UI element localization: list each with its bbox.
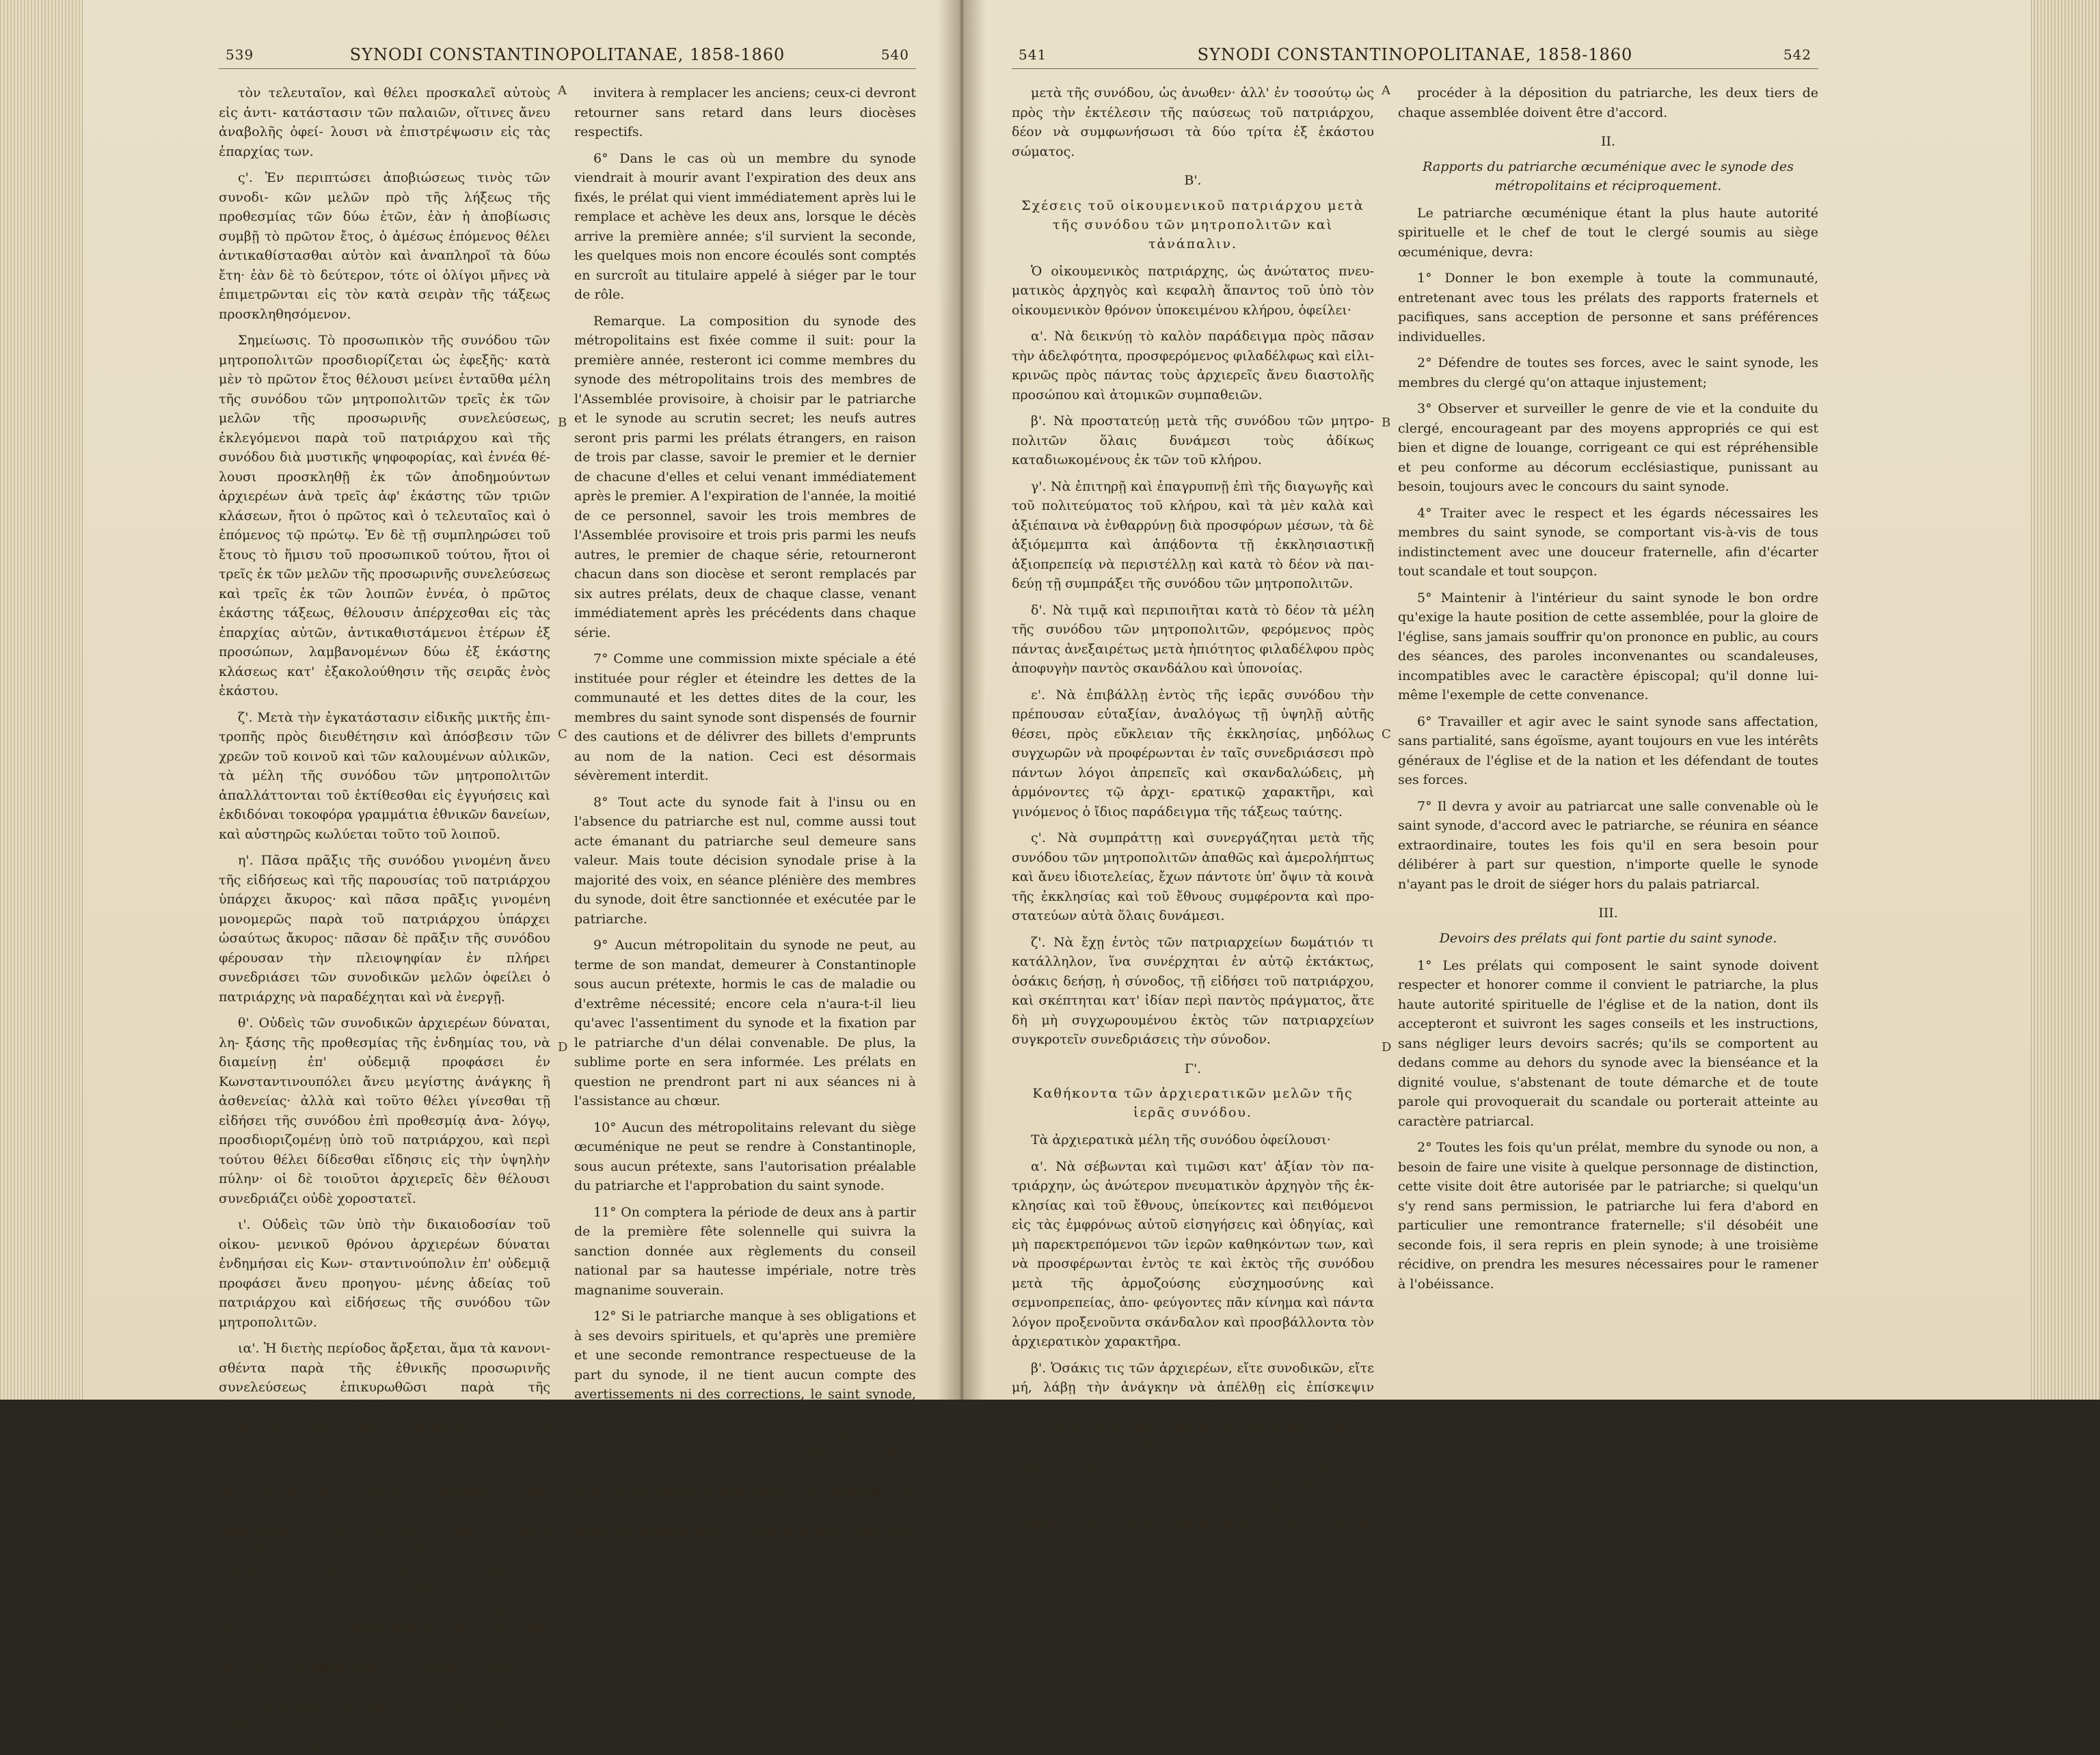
paragraph: 2° Défendre de toutes ses forces, avec le saint synode, les membres du clergé qu'on attaque injustement; <box>1398 355 1818 390</box>
paragraph: 6° Dans le cas où un membre du synode viendrait à mourir avant l'expiration des deux ans fixés, le prélat qui vient immédiatement après lui le remplace et achève les deux ans, lorsque le décès arrive la première année; s'il survient la seconde, les quelques mois non encore écoulés sont comptés en surcroît au titulaire appelé à siéger par le tour de rôle. <box>574 150 916 302</box>
paragraph: 5° Maintenir à l'intérieur du saint synode le bon ordre qu'exige la haute position de cette assemblée, pour la gloire de l'église, sans jamais souffrir qu'on prononce en public, au cours des séances, des paroles inconvenantes ou scandaleuses, incompatibles avec le caractère épiscopal; qu'il donne lui-même l'exemple de cette convenance. <box>1398 590 1818 703</box>
margin-letter: B <box>558 416 567 430</box>
running-header-left <box>219 41 916 69</box>
running-header-right <box>1012 41 1818 69</box>
paragraph: 10° Aucun des métropolitains relevant du siège œcuménique ne peut se rendre à Constantinople, sous aucun prétexte, sans l'autorisation préalable du patriarche et l'approbation du saint synode. <box>574 1119 916 1193</box>
margin-letter: D <box>1382 1040 1392 1055</box>
paragraph: invitera à remplacer les anciens; ceux-ci devront retourner sans retard dans leurs diocèses respectifs. <box>574 85 916 139</box>
page-number: 541 <box>1019 46 1047 63</box>
paragraph: ζ'. Νὰ ἔχῃ ἐντὸς τῶν πατριαρχείων δωμάτιόν τι κατάλληλον, ἵνα συνέρχηται ἐν αὐτῷ ἐκτάκτως, ὁσάκις δεήσῃ, ἡ σύνοδος, τῇ εἰδήσει τοῦ πατριάρχου, καὶ σκέπτηται κατ' ἰδίαν περὶ παντὸς πράγματος, ἅτε δὴ μὴ συγχωρουμένου ἐκτὸς τῶν πατριαρχείων συγκροτεῖν συνεδριάσεις τὴν σύνοδον. <box>1012 934 1374 1047</box>
paragraph: 4° Traiter avec le respect et les égards nécessaires les membres du saint synode, se comportant vis-à-vis de tous indistinctement avec une douceur fraternelle, afin d'écarter tout scandale et tout soupçon. <box>1398 505 1818 579</box>
paragraph: β'. Ὁσάκις τις τῶν ἀρχιερέων, εἴτε συνοδικῶν, εἴτε μή, λάβῃ τὴν ἀνάγκην νὰ ἀπέλθῃ εἰς ἐπίσκεψιν ὑπερόχου τινος προσώπου, ἡ ἐπίσκεψις αὕτη θέλει γίνε- σθαι τῇ συνήθει ἀδείᾳ τοῦ πατριάρχου· ἂν δὲ φανῇ τις ἄνευ ἀδείας ἀπερχόμενος, πρῶτον νὰ συμβουλεύηται κατ' ἰδίαν φιλαδέλφως παρὰ τοῦ πατριάρχου, δεύτερον δέ, ἂν ἀπειθήσῃ, νὰ ἐπιπλήττηται συνοδικῶς, καὶ τρί- τον νὰ λαμβάνωνται τὰ ἀπαιτούμενα μέτρα, ὅσα δύ- νανται νὰ τὸν ἐπαναφέρωσιν εἰς τὴν εὐπείθειαν. <box>1012 1360 1374 1551</box>
paragraph: ια'. Ἡ διετὴς περίοδος ἄρξεται, ἅμα τὰ κανονι- σθέντα παρὰ τῆς ἐθνικῆς προσωρινῆς συνελεύσεως ἐπικυρωθῶσι παρὰ τῆς αὐτοκρατορικῆς αὐτοῦ μεγα- λειότητος τοῦ εὐεργετικωτάτου ἡμῶν ἄνακτος ἐν τῇ προσεχεστέρᾳ ἐπισήμῳ ἑορτῇ. <box>219 1341 550 1454</box>
section-number: III. <box>1598 906 1618 921</box>
paragraph: α'. Νὰ δεικνύῃ τὸ καλὸν παράδειγμα πρὸς πᾶσαν τὴν ἀδελφότητα, προσφερόμενος φιλαδέλφως καὶ εἰλι- κρινῶς πρὸς πάντας τοὺς ἀρχιερεῖς ἄνευ διαστολῆς προσώπου καὶ ἀτομικῶν συμπαθειῶν. <box>1012 329 1374 403</box>
section-title: Devoirs des prélats qui font partie du saint synode. <box>1439 930 1777 946</box>
paragraph: 9° Aucun métropolitain du synode ne peut, au terme de son mandat, demeurer à Constantinople sous aucun prétexte, hormis le cas de maladie ou d'extrême nécessité; encore cela n'aura-t-il lieu qu'avec l'assentiment du synode et la fixation par le patriarche d'un délai convenable. De plus, la sublime porte en sera informée. Les prélats en question ne prendront part ni aux séances ni à l'assistance au chœur. <box>574 938 916 1108</box>
greek-column-right <box>1012 83 1374 1551</box>
margin-letter: A <box>1382 83 1390 98</box>
running-title: SYNODI CONSTANTINOPOLITANAE, 1858-1860 <box>349 45 785 64</box>
section-number: II. <box>1600 134 1616 149</box>
paragraph: α'. Νὰ σέβωνται καὶ τιμῶσι κατ' ἀξίαν τὸν πα- τριάρχην, ὡς ἀνώτερον πνευματικὸν ἀρχηγὸν τῆς ἐκ- κλησίας καὶ τοῦ ἔθνους, ὑπείκοντες καὶ πειθόμενοι εἰς τὰς ἐμφρόνως αὐτοῦ εἰσηγήσεις καὶ ὁδηγίας, καὶ μὴ παρεκτρεπόμενοι τῶν ἱερῶν καθηκόντων των, καὶ νὰ προσφέρωνται ἐντὸς τε καὶ ἐκτὸς τῆς συνόδου μετὰ τῆς ἁρμοζούσης εὐσχημοσύνης καὶ σεμνοπρεπείας, ἀπο- φεύγοντες πᾶν κίνημα καὶ πάντα λόγον προξενοῦντα σκάνδαλον καὶ προσβάλλοντα τὸν ἀρχιερατικὸν χαρακτῆρα. <box>1012 1158 1374 1349</box>
paragraph: 12° Si le patriarche manque à ses obligations et à ses devoirs spirituels, et qu'après une première et une seconde remontrance respectueuse de la part du synode, il ne tient aucun compte des avertissements ni des corrections, le saint synode, de concert avec le conseil mixte permanent qui va être institué, renouvelle ces mêmes respectueuses remontrances; dans le cas où il s'obstine, les deux corps réunis en réfèrent par écrit à la sublime porte et réclament sa déposition. Pareillement, si le patriarche manque à ses devoirs civils, le conseil mixte permanent agit d'abord tout seul, puis avec le saint synode, comme plus haut. Toutefois, pour <box>574 1309 916 1557</box>
paragraph: 8° Tout acte du synode fait à l'insu ou en l'absence du patriarche est nul, comme aussi tout acte émanant du patriarche seul demeure sans valeur. Mais toute décision synodale prise à la majorité des voix, en séance plénière des membres du synode, doit être sanctionnée et exécutée par le patriarche. <box>574 794 916 927</box>
left-page <box>219 41 917 1752</box>
section-number: Γ'. <box>1184 1061 1202 1076</box>
margin-letter: C <box>1382 727 1391 742</box>
paragraph: Τὰ ἀρχιερατικὰ μέλη τῆς συνόδου ὀφείλουσι· <box>1031 1132 1331 1147</box>
margin-letter: C <box>558 727 567 742</box>
page-edges-left <box>0 0 83 1400</box>
paragraph: 6° Travailler et agir avec le saint synode sans affectation, sans partialité, sans égoïsme, ayant toujours en vue les intérêts généraux de l'église et de la nation et les défendant de toutes ses forces. <box>1398 713 1818 787</box>
paragraph: procéder à la déposition du patriarche, les deux tiers de chaque assemblée doivent être d'accord. <box>1398 85 1818 120</box>
margin-letter: B <box>1382 416 1391 430</box>
greek-column-left <box>219 83 550 1752</box>
section-title: Σχέσεις τοῦ οἰκουμενικοῦ πατριάρχου μετὰ τῆς συνόδου τῶν μητροπολιτῶν καὶ τἀνάπαλιν. <box>1021 198 1364 251</box>
paragraph: θ'. Οὐδεὶς τῶν συνοδικῶν ἀρχιερέων δύναται, λη- ξάσης τῆς προθεσμίας τῆς ἐνδημίας του, νὰ διαμείνῃ ἐπ' οὐδεμιᾷ προφάσει ἐν Κωνσταντινουπόλει ἄνευ μεγίστης ἀνάγκης ἢ ἀσθενείας· ἀλλὰ καὶ τοῦτο θέλει γίνεσθαι τῇ εἰδήσει τῆς συνόδου ἐπὶ προθεσμίᾳ ἀνα- λόγῳ, προσδιοριζομένῃ ὑπὸ τοῦ πατριάρχου, καὶ περὶ τούτου θέλει δίδεσθαι εἴδησις εἰς τὴν ὑψηλὴν πύλην· οἱ δὲ τοιοῦτοι ἀρχιερεῖς δὲν θέλουσι συνεδριάζει οὐδὲ χοροστατεῖ. <box>219 1016 550 1206</box>
paragraph: β'. Νὰ προστατεύῃ μετὰ τῆς συνόδου τῶν μητρο- πολιτῶν ὅλαις δυνάμεσι τοὺς ἀδίκως καταδιωκομένους ἐκ τῶν τοῦ κλήρου. <box>1012 413 1374 467</box>
paragraph: Ὁ οἰκουμενικὸς πατριάρχης, ὡς ἀνώτατος πνευ- ματικὸς ἀρχηγὸς καὶ κεφαλὴ ἅπαντος τοῦ ὑπὸ τὸν οἰκουμενικὸν θρόνον ὑποκειμένου κλήρου, ὀφείλει· <box>1012 263 1374 318</box>
page-number: 539 <box>226 46 254 63</box>
right-page <box>1012 41 2064 1551</box>
paragraph: 11° On comptera la période de deux ans à partir de la première fête solennelle qui suivra la sanction donnée aux règlements du conseil national par sa hautesse impériale, notre très magnanime souverain. <box>574 1204 916 1298</box>
paragraph: 2° Toutes les fois qu'un prélat, membre du synode ou non, a besoin de faire une visite à quelque personnage de distinction, cette visite doit être autorisée par le patriarche; si quelqu'un s'y rend sans permission, le patriarche lui fera d'abord en particulier une remontrance fraternelle; s'il désobéit une seconde fois, il sera repris en plein synode; à une troisième récidive, on prendra les mesures nécessaires pour le ramener à l'obéissance. <box>1398 1140 1818 1292</box>
page-number: 542 <box>1783 46 1812 63</box>
paragraph: 1° Les prélats qui composent le saint synode doivent respecter et honorer comme il convient le patriarche, la plus haute autorité spirituelle de l'église et de la nation, dont ils accepteront et suivront les sages conseils et les instructions, sans négliger leurs devoirs sacrés; qu'ils se comportent au dedans comme au dehors du synode avec la bienséance et la dignité voulue, s'abstenant de toute démarche et de toute parole qui provoquerait du scandale ou porterait atteinte au caractère patriarcal. <box>1398 957 1818 1129</box>
paragraph: ς'. Ἐν περιπτώσει ἀποβιώσεως τινὸς τῶν συνοδι- κῶν μελῶν πρὸ τῆς λήξεως τῆς προθεσμίας τῶν δύω ἐτῶν, ἐὰν ἡ ἀποβίωσις συμβῇ τὸ πρῶτον ἔτος, ὁ ἀμέσως ἐπόμενος θέλει ἀντικαθίστασθαι αὐτὸν καὶ ἀναπληροῖ τὰ δύω ἔτη· ἐὰν δὲ τὸ δεύτερον, τότε οἱ ὀλίγοι μῆνες νὰ ἐπιμετρῶνται εἰς τὸν κατὰ σειρὰν τῆς τάξεως προσκληθησόμενον. <box>219 170 550 322</box>
paragraph: ς'. Νὰ συμπράττῃ καὶ συνεργάζηται μετὰ τῆς συνόδου τῶν μητροπολιτῶν ἀπαθῶς καὶ ἀμερολήπτως καὶ ἄνευ ἰδιοτελείας, ἔχων πάντοτε ὑπ' ὄψιν τὰ κοινὰ τῆς ἐκκλησίας καὶ τοῦ ἔθνους συμφέροντα καὶ προ- στατεύων αὐτὰ ὅλαις δυνάμεσι. <box>1012 830 1374 923</box>
paragraph: γ'. Νὰ ἐπιτηρῇ καὶ ἐπαγρυπνῇ ἐπὶ τῆς διαγωγῆς καὶ τοῦ πολιτεύματος τοῦ κλήρου, καὶ τὰ μὲν καλὰ καὶ ἀξιέπαινα νὰ ἐνθαρρύνῃ διὰ προσφόρων μέσων, τὰ δὲ ἀξιόμεμπτα καὶ ἀπᾴδοντα τῇ ἐκκλησιαστικῇ ἀξιοπρεπείᾳ νὰ περιστέλλῃ καὶ κατὰ τὸ δέον νὰ παι- δεύῃ τῇ συμπράξει τῆς συνόδου τῶν μητροπολιτῶν. <box>1012 478 1374 591</box>
french-column-left <box>574 83 917 1557</box>
paragraph: μετὰ τῆς συνόδου, ὡς ἀνωθεν· ἀλλ' ἐν τοσούτῳ ὡς πρὸς τὴν ἐκτέλεσιν τῆς παύσεως τοῦ πατριάρχου, δέον νὰ συμφωνήσωσι τὰ δύο τρίτα ἐξ ἑκάστου σώματος. <box>1012 85 1374 159</box>
paragraph: Remarque. La composition du synode des métropolitains est fixée comme il suit: pour la première année, resteront ici comme membres du synode des métropolitains trois des membres de l'Assemblée provisoire, à choisir par le patriarche et le synode au scrutin secret; les neufs autres seront pris parmi les prélats étrangers, en raison de trois par classe, savoir le premier et le dernier de chacune d'elles et celui venant immédiatement après le premier. A l'expiration de l'année, la moitié de ce personnel, savoir les trois membres de l'Assemblée provisoire et trois pris parmi les neufs autres, le premier de chaque série, retourneront chacun dans son diocèse et seront remplacés par six autres prélats, deux de chaque classe, venant immédiatement après les précédents dans chaque série. <box>574 313 917 640</box>
french-column-right <box>1398 83 1818 1380</box>
book-gutter <box>938 0 986 1400</box>
running-title: SYNODI CONSTANTINOPOLITANAE, 1858-1860 <box>1197 45 1633 64</box>
paragraph: 1° Donner le bon exemple à toute la communauté, entretenant avec tous les prélats des rapports fraternels et pacifiques, sans acception de personne et sans préférences individuelles. <box>1398 271 1818 344</box>
paragraph: ε'. Νὰ ἐπιβάλλῃ ἐντὸς τῆς ἱερᾶς συνόδου τὴν πρέπουσαν εὐταξίαν, ἀναλόγως τῇ ὑψηλῇ αὐτῆς θέσει, πρὸς εὔκλειαν τῆς ἐκκλησίας, μηδόλως συγχωρῶν νὰ προφέρωνται ἐν ταῖς συνεδριάσεσι πρὸ πάντων λόγοι ἀπρεπεῖς καὶ σκανδαλώδεις, μὴ ἁρμόνοντες τῷ ἀρχι- ερατικῷ χαρακτῆρι, καὶ γινόμενος ὁ ἴδιος παράδειγμα τῆς τάξεως ταύτης. <box>1012 687 1374 819</box>
section-title: Καθήκοντα τῶν ἀρχιερατικῶν μελῶν τῆς ἱερᾶς συνόδου. <box>1032 1086 1354 1120</box>
paragraph: Σημείωσις. Τὸ προσωπικὸν τῆς συνόδου τῶν μητροπολιτῶν προσδιορίζεται ὡς ἐφεξῆς· κατὰ μὲν τὸ πρῶτον ἔτος θέλουσι μείνει ἐνταῦθα μέλη τῆς συνόδου τῶν μητροπολιτῶν τρεῖς ἐκ τῶν μελῶν τῆς προσωρινῆς συνελεύσεως, ἐκλεγόμενοι παρὰ τοῦ πατριάρχου καὶ τῆς συνόδου διὰ μυστικῆς ψηφοφορίας, καὶ ἐννέα θέ- λουσι προσκληθῇ ἐκ τῶν ἀποδημούντων ἀρχιερέων ἀνὰ τρεῖς ἀφ' ἑκάστης τῶν τριῶν κλάσεων, ἤτοι ὁ πρῶτος καὶ ὁ τελευταῖος καὶ ὁ ἐπόμενος τῷ πρώτῳ. Ἐν δὲ τῇ συμπληρώσει τοῦ ἔτους τὸ ἥμισυ τοῦ προσωπικοῦ τούτου, ἤτοι οἱ τρεῖς ἐκ τῶν μελῶν τῆς προσωρινῆς συνελεύσεως καὶ τρεῖς ἐκ τῶν λοιπῶν ἐννέα, ὁ πρῶτος ἑκάστης τάξεως, θέλουσιν ἀπέρχεσθαι εἰς τὰς ἐπαρχίας αὐτῶν, ἀντικαθιστάμενοι ἑτέρων ἐξ προσώπων, λαμβανομένων δύω ἐξ ἑκάστης κλάσεως κατ' ἐξακολούθησιν τῆς σειρᾶς ἐνὸς ἑκάστου. <box>219 333 550 698</box>
paragraph: ι'. Οὐδεὶς τῶν ὑπὸ τὴν δικαιοδοσίαν τοῦ οἰκου- μενικοῦ θρόνου ἀρχιερέων δύναται ἐνδημήσαι εἰς Κων- σταντινούπολιν ἐπ' οὐδεμιᾷ προφάσει ἄνευ προηγου- μένης ἀδείας τοῦ πατριάρχου καὶ εἰδήσεως τῆς συνόδου τῶν μητροπολιτῶν. <box>219 1217 550 1330</box>
margin-letter: A <box>558 83 567 98</box>
section-title: Rapports du patriarche œcuménique avec le synode des métropolitains et réciproquement. <box>1423 159 1794 193</box>
paragraph: ιβ'. Ἐὰν ὁ πατριάρχης παρεκτραπῇ τῶν πνευματι- κῶν αὐτοῦ χρεῶν καὶ καθηκόντων, καὶ μετὰ τὴν πρώ- την καὶ δευτέραν εὐσχήμων παρατήρησιν τῆς συνόδου ἤθελε φανῇ ἀνεπίδεκτος συμβουλῆς καὶ διορθώσεως, τότε ἡ σύνοδος τῶν μητροπολιτῶν, συνεννοουμένη με- τὰ τῶν μελῶν τοῦ συστηθησομένου μικτοῦ διαρκοῦς συμβουλίου, ἐπαναλαμβάνει ὁμοῦ τὰς αὐτὰς εὐσχήμους παρατηρήσεις· ἀλλ' ἐὰν καὶ πάλιν ἐπιμένῃ, τότε ἀμ- φότερα ὁμοῦ τὰ σώματα θέλουσιν ἀναφέρεσθαι ἐγ- γράφως πρὸς τὴν ὑψηλὴν πύλην, καὶ ζητεῖ τὴν παῦσίν του· ἐπίσης ἐὰν ὁ πατριάρχης ἀντιβαίνῃ εἰς τὰ πο- λιτικὰ του καθήκοντα, τότε τὸ διαρκὲς μικτὸν συμ- βούλιον θέλει πράξει πρῶτον ἐξ ἑαυτοῦ, καὶ ἔπειτα <box>219 1465 550 1752</box>
paragraph: ζ'. Μετὰ τὴν ἐγκατάστασιν εἰδικῆς μικτῆς ἐπι- τροπῆς πρὸς διευθέτησιν καὶ ἀπόσβεσιν τῶν χρεῶν τοῦ κοινοῦ καὶ τῶν καλουμένων αὐλικῶν, τὰ μέλη τῆς συνόδου τῶν μητροπολιτῶν ἀπαλλάττονται τοῦ ἐκτίθεσθαι εἰς ἐγγυήσεις καὶ ἐκδιδόναι τοκοφόρα γραμμάτια ἐθνικῶν δανείων, καὶ αὐστηρῶς κωλύεται τοῦτο τοῦ λοιποῦ. <box>219 709 550 842</box>
margin-letter: D <box>558 1040 568 1055</box>
page-number: 540 <box>880 46 909 63</box>
paragraph: 3° Observer et surveiller le genre de vie et la conduite du clergé, encourageant par des moyens appropriés ce qui est bien et digne de louange, corrigeant ce qui est répréhensible et peu conforme au décorum ecclésiastique, punissant au besoin, toujours avec le concours du saint synode. <box>1398 401 1818 494</box>
paragraph: η'. Πᾶσα πρᾶξις τῆς συνόδου γινομένη ἄνευ τῆς εἰδήσεως καὶ τῆς παρουσίας τοῦ πατριάρχου ὑπάρχει ἄκυρος· καὶ πᾶσα πρᾶξις γινομένη μονομερῶς παρὰ τοῦ πατριάρχου ὑπάρχει ὡσαύτως ἄκυρος· πᾶσαν δὲ πρᾶξιν τῆς συνόδου φέρουσαν τὴν πλειοψηφίαν ἐν πλήρει συνεδριάσει τῶν συνοδικῶν μελῶν ὀφείλει ὁ πατριάρχης νὰ παραδέχηται καὶ νὰ ἐνεργῇ. <box>219 853 550 1005</box>
paragraph: τὸν τελευταῖον, καὶ θέλει προσκαλεῖ αὐτοὺς εἰς ἀντι- κατάστασιν τῶν παλαιῶν, οἵτινες ἄνευ ἀναβολῆς ὀφεί- λουσι νὰ ἐπιστρέψωσιν εἰς τὰς ἐπαρχίας των. <box>219 85 550 159</box>
paragraph: 7° Comme une commission mixte spéciale a été instituée pour régler et éteindre les dettes de la communauté et les dettes dites de la cour, les membres du saint synode sont dispensés de fournir des cautions et de délivrer des billets d'emprunts au nom de la nation. Ceci est désormais sévèrement interdit. <box>574 651 916 783</box>
section-number: Β'. <box>1184 173 1202 188</box>
paragraph: δ'. Νὰ τιμᾷ καὶ περιποιῆται κατὰ τὸ δέον τὰ μέλη τῆς συνόδου τῶν μητροπολιτῶν, φερόμενος πρὸς πάντας ἀνεξαιρέτως μετὰ ἠπιότητος φιλαδέλφου πρὸς ἀποφυγὴν παντὸς σκανδάλου καὶ ὑπονοίας. <box>1012 602 1374 676</box>
paragraph: Le patriarche œcuménique étant la plus haute autorité spirituelle et le chef de tout le clergé soumis au siège œcuménique, devra: <box>1398 205 1818 260</box>
paragraph: 7° Il devra y avoir au patriarcat une salle convenable où le saint synode, d'accord avec le patriarche, se réunira en séance extraordinaire, toutes les fois qu'il en sera besoin pour délibérer à part sur question, n'importe quelle le synode n'ayant pas le droit de siéger hors du palais patriarcal. <box>1398 798 1818 892</box>
